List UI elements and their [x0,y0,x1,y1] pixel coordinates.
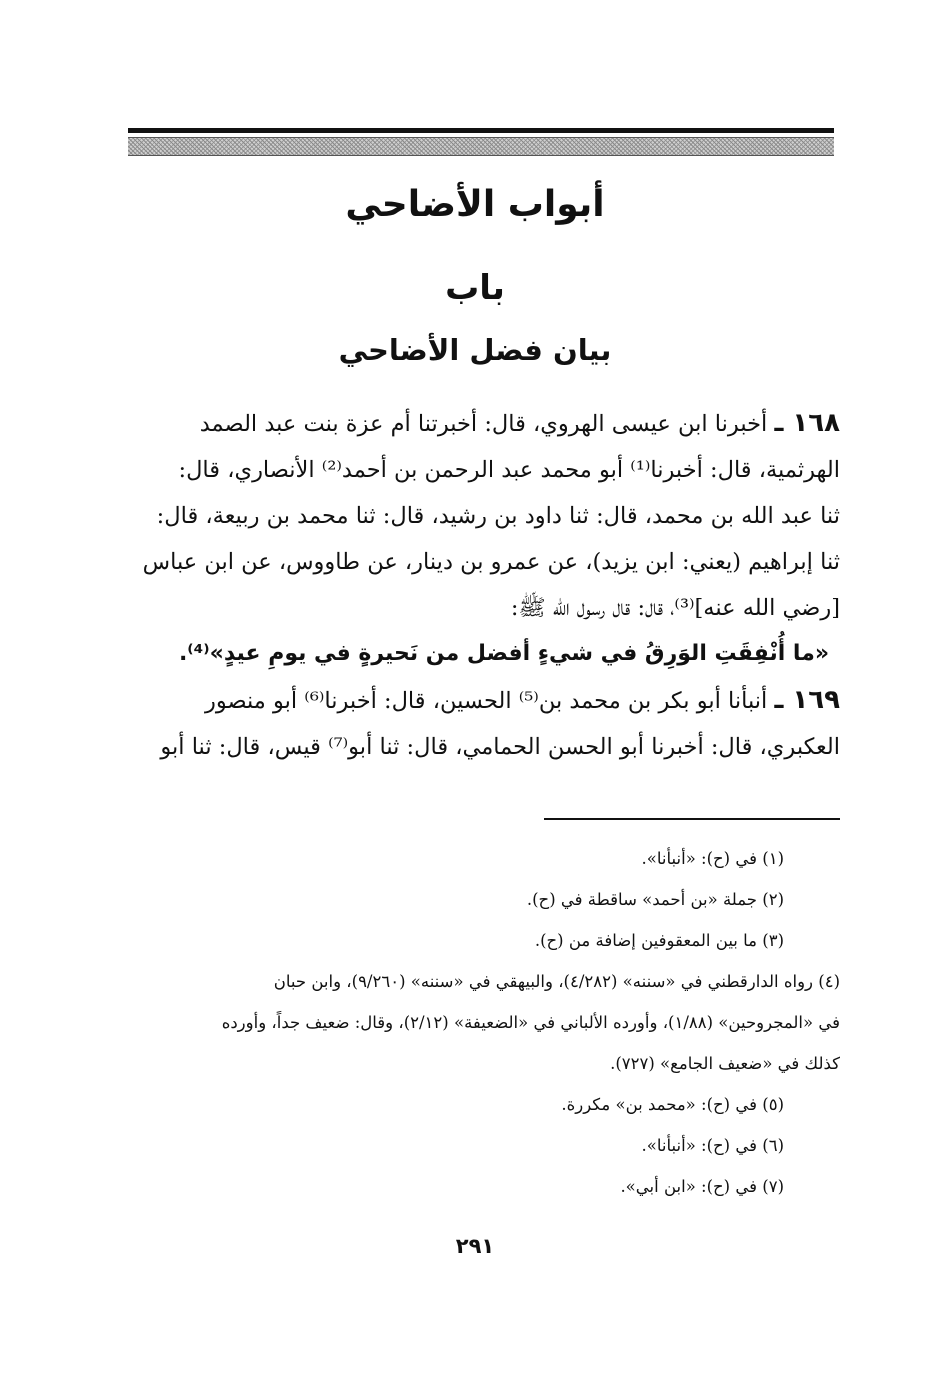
text-line: أخبرنا ابن عيسى الهروي، قال: أخبرتنا أم عزة بنت عبد الصمد [199,411,768,437]
footnote-4-line-3: كذلك في «ضعيف الجامع» (٧٢٧). [610,1054,840,1073]
footnote-2: (٢) جملة «بن أحمد» ساقطة في (ح). [526,890,784,909]
page-number: ٢٩١ [455,1234,495,1258]
bab-subtitle: بيان فضل الأضاحي [338,333,612,367]
paragraph-169-line-1 [128,677,840,724]
text-line: [رضي الله عنه]⁽³⁾، قال: قال رسول الله ﷺ: [510,595,840,621]
footnote-6: (٦) في (ح): «أنبأنا». [641,1136,784,1155]
text-line: ثنا إبراهيم (يعني: ابن يزيد)، عن عمرو بن دينار، عن طاووس، عن ابن عباس [142,549,840,575]
footnote-5: (٥) في (ح): «محمد بن» مكررة. [561,1095,784,1114]
text-line: الهرثمية، قال: أخبرنا⁽¹⁾ أبو محمد عبد الرحمن بن أحمد⁽²⁾ الأنصاري، قال: [178,457,840,483]
chapter-title: أبواب الأضاحي [345,184,605,225]
footnote-3: (٣) ما بين المعقوفين إضافة من (ح). [534,931,784,950]
footnote-1: (١) في (ح): «أنبأنا». [641,849,784,868]
text-line: أنبأنا أبو بكر بن محمد بن⁽⁵⁾ الحسين، قال: أخبرنا⁽⁶⁾ أبو منصور [205,688,768,714]
text-line: ثنا عبد الله بن محمد، قال: ثنا داود بن رشيد، قال: ثنا محمد بن ربيعة، قال: [156,503,840,529]
main-text [128,400,840,770]
footnote-separator [544,818,840,820]
header-rule-thick-line [128,128,834,133]
footnote-4-line-2: في «المجروحين» (١/٨٨)، وأورده الألباني في «الضعيفة» (٢/١٢)، وقال: ضعيف جداً، وأورده [221,1013,840,1032]
header-rule-pattern-band [128,137,834,156]
paragraph-168-line-1 [128,400,840,447]
paragraph-number: ١٦٨ ـ [774,408,840,438]
footnotes [128,838,840,1207]
bab-heading: باب [445,268,505,308]
text-line: العكبري، قال: أخبرنا أبو الحسن الحمامي، قال: ثنا أبو⁽⁷⁾ قيس، قال: ثنا أبو [160,734,840,760]
footnote-4-line-1: (٤) رواه الدارقطني في «سننه» (٤/٢٨٢)، والبيهقي في «سننه» (٩/٢٦٠)، وابن حبان [273,972,840,991]
hadith-text: «ما أُنْفِقَتِ الوَرِقُ في شيءٍ أفضل من نَحيرةٍ في يومِ عيدٍ»⁽⁴⁾. [178,641,830,666]
footnote-7: (٧) في (ح): «ابن أبي». [620,1177,784,1196]
header-rule [128,128,834,154]
paragraph-number: ١٦٩ ـ [774,685,840,715]
